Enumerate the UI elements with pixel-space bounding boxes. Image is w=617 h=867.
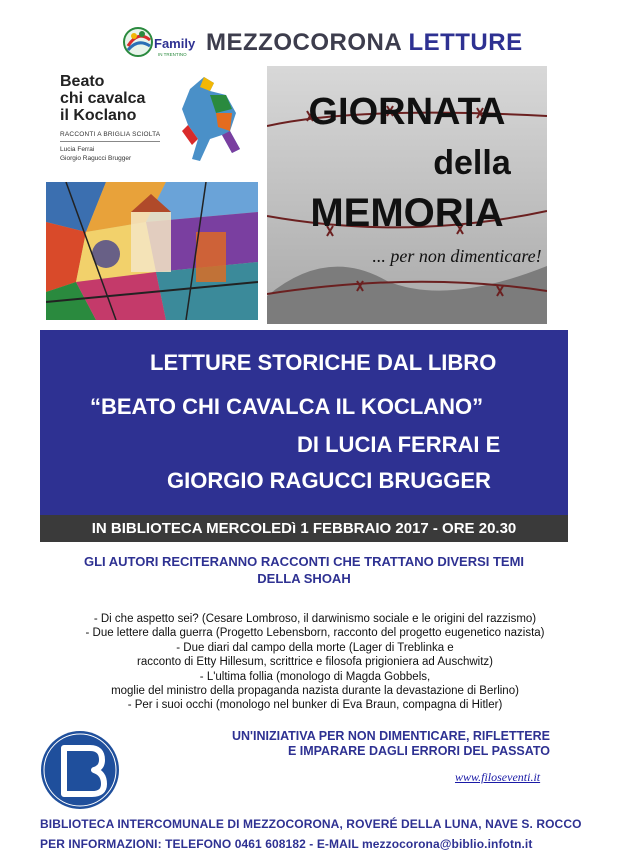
family-logo-text: Family — [154, 36, 196, 51]
svg-text:IN TRENTINO: IN TRENTINO — [158, 52, 187, 57]
memoria-line-memoria: MEMORIA — [310, 191, 504, 235]
book-author: Giorgio Ragucci Brugger — [60, 155, 132, 162]
book-author: Lucia Ferrai — [60, 146, 95, 153]
banner-line: LETTURE STORICHE DAL LIBRO — [150, 350, 497, 375]
family-logo — [122, 22, 200, 64]
title-banner — [40, 330, 568, 515]
book-cover-title — [60, 73, 145, 124]
authors-note — [40, 553, 568, 587]
horse-illustration — [170, 69, 252, 179]
title-letture: LETTURE — [408, 29, 523, 56]
biblioteca-logo — [40, 730, 120, 810]
program-list — [30, 612, 600, 713]
book-title-line: il Koclano — [60, 107, 137, 124]
book-title-line: chi cavalca — [60, 90, 146, 107]
book-cover-authors — [60, 145, 131, 163]
program-item: racconto di Etty Hillesum, scrittrice e filosofa prigioniera ad Auschwitz) — [136, 656, 493, 669]
program-item: - Due lettere dalla guerra (Progetto Lebensborn, racconto del progetto eugenetico nazista) — [85, 627, 545, 640]
memoria-line-della: della — [433, 144, 511, 182]
authors-note-line: GLI AUTORI RECITERANNO RACCONTI CHE TRATTANO DIVERSI TEMI — [83, 554, 525, 569]
book-cover-subtitle: RACCONTI A BRIGLIA SCIOLTA — [60, 131, 161, 138]
page-title — [206, 29, 523, 57]
authors-note-line: DELLA SHOAH — [257, 571, 351, 586]
program-item: - Per i suoi occhi (monologo nel bunker di Eva Braun, compagna di Hitler) — [127, 699, 503, 712]
title-town: MEZZOCORONA — [206, 29, 402, 56]
book-title-line: Beato — [60, 73, 105, 90]
footer-contact: PER INFORMAZIONI: TELEFONO 0461 608182 - E-MAIL mezzocorona@biblio.infotn.it — [40, 837, 533, 851]
giornata-memoria-image — [267, 66, 547, 324]
program-item: - Due diari dal campo della morte (Lager di Treblinka e — [176, 641, 454, 654]
initiative-statement — [150, 729, 550, 759]
banner-line: GIORGIO RAGUCCI BRUGGER — [167, 468, 491, 493]
book-cover-image — [50, 65, 257, 182]
banner-line: DI LUCIA FERRAI E — [297, 432, 501, 457]
footer-library: BIBLIOTECA INTERCOMUNALE DI MEZZOCORONA, ROVERÉ DELLA LUNA, NAVE S. ROCCO — [40, 817, 582, 831]
memoria-line-giornata: GIORNATA — [308, 91, 506, 133]
program-item: - Di che aspetto sei? (Cesare Lombroso, il darwinismo sociale e le origini del razzismo) — [93, 613, 537, 625]
initiative-line: UN'INIZIATIVA PER NON DIMENTICARE, RIFLETTERE — [231, 729, 550, 743]
banner-line: “BEATO CHI CAVALCA IL KOCLANO” — [90, 394, 484, 419]
memoria-line-tagline: ... per non dimenticare! — [372, 246, 542, 266]
program-item: - L'ultima follia (monologo di Magda Gobbels, — [199, 670, 431, 683]
program-item: moglie del ministro della propaganda nazista durante la devastazione di Berlino) — [111, 685, 519, 698]
initiative-line: E IMPARARE DAGLI ERRORI DEL PASSATO — [287, 744, 550, 758]
cubist-painting-image — [46, 182, 258, 320]
divider — [60, 141, 160, 142]
website-link[interactable]: www.filoseventi.it — [455, 770, 541, 784]
event-date-bar: IN BIBLIOTECA MERCOLEDì 1 FEBBRAIO 2017 - ORE 20.30 — [40, 515, 568, 542]
